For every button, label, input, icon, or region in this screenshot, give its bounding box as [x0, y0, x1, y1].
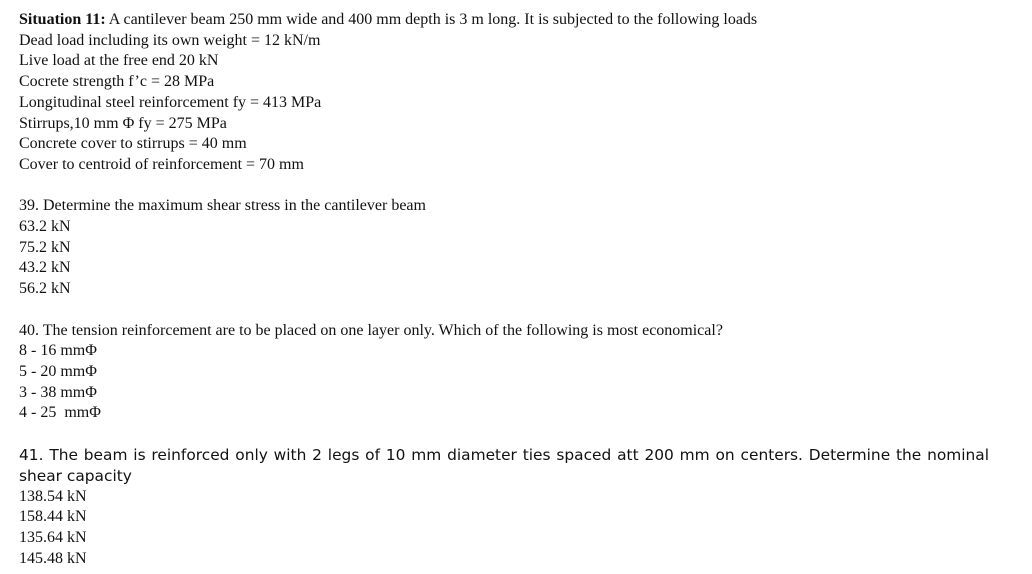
given-longitudinal-steel: Longitudinal steel reinforcement fy = 413 MPa: [19, 93, 322, 111]
question-40-choice-b: 5 - 20 mmΦ: [19, 362, 97, 380]
question-40-choice-a: 8 - 16 mmΦ: [19, 342, 97, 360]
given-stirrups: Stirrups,10 mm Φ fy = 275 MPa: [19, 114, 227, 132]
problem-document: [19, 10, 1019, 570]
situation-description: A cantilever beam 250 mm wide and 400 mm depth is 3 m long. It is subjected to the following loads: [105, 11, 758, 28]
question-39-choice-b: 75.2 kN: [19, 238, 71, 256]
question-41-choice-b: 158.44 kN: [19, 508, 87, 526]
given-concrete-cover: Concrete cover to stirrups = 40 mm: [19, 135, 247, 153]
question-41-choice-c: 135.64 kN: [19, 529, 87, 547]
question-41-choice-d: 145.48 kN: [19, 549, 87, 567]
spacer: [19, 176, 1019, 197]
given-live-load: Live load at the free end 20 kN: [19, 52, 219, 70]
situation-intro: [19, 10, 1019, 31]
question-41-choice-a: 138.54 kN: [19, 487, 87, 505]
question-41-prompt: 41. The beam is reinforced only with 2 legs of 10 mm diameter ties spaced att 200 mm on centers. Determine the nominal shear capacity: [19, 445, 989, 485]
spacer: [19, 424, 1019, 445]
question-39-choice-d: 56.2 kN: [19, 280, 71, 298]
question-39-choice-c: 43.2 kN: [19, 259, 71, 277]
question-40-choice-d: 4 - 25 mmΦ: [19, 404, 101, 422]
question-39-choice-a: 63.2 kN: [19, 218, 71, 236]
situation-heading: Situation 11:: [19, 11, 106, 28]
spacer: [19, 300, 1019, 321]
given-dead-load: Dead load including its own weight = 12 kN/m: [19, 31, 321, 49]
given-concrete-strength: Cocrete strength f’c = 28 MPa: [19, 73, 215, 91]
question-40-choice-c: 3 - 38 mmΦ: [19, 383, 97, 401]
given-centroid-cover: Cover to centroid of reinforcement = 70 mm: [19, 155, 304, 173]
question-39-prompt: 39. Determine the maximum shear stress in the cantilever beam: [19, 197, 426, 215]
question-40-prompt: 40. The tension reinforcement are to be placed on one layer only. Which of the following is most economical?: [19, 321, 723, 339]
